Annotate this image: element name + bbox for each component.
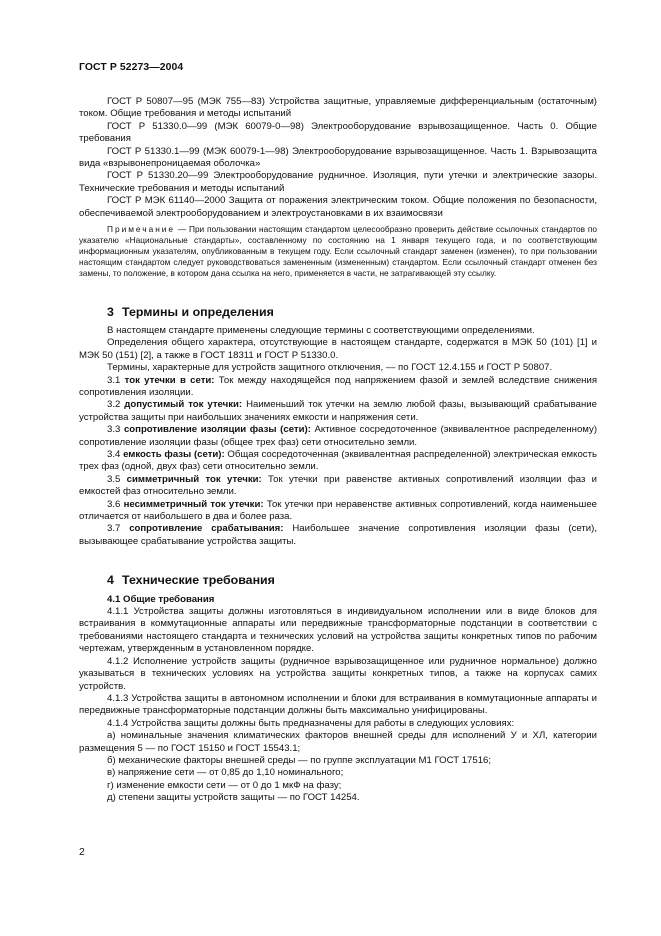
note [79,224,597,279]
reference-item: ГОСТ Р 50807—95 (МЭК 755—83) Устройства защитные, управляемые дифференциальным (остаточным) током. Общие требования и методы испытаний [79,96,597,120]
reference-item: ГОСТ Р 51330.0—99 (МЭК 60079-0—98) Электрооборудование взрывозащищенное. Часть 0. Общие требования [79,120,597,145]
reference-item: ГОСТ Р 51330.20—99 Электрооборудование рудничное. Изоляция, пути утечки и электрические зазоры. Технические требования и методы испытаний [79,170,597,194]
term-definition: 3.5 симметричный ток утечки: Ток утечки при равенстве активных сопротивлений изоляции фаз и емкостей фаз относительно земли. [79,473,597,498]
paragraph: 4.1.3 Устройства защиты в автономном исполнении и блоки для встраивания в коммутационные аппараты и передвижные трансформаторные подстанции должны быть максимально унифицированы. [79,692,597,717]
note-text: — При пользовании настоящим стандартом целесообразно проверить действие ссылочных стандартов по указателю «Национальные стандарты», составленному по состоянию на 1 января текущего года, и по соответствующим информационным указателям, опубликованным в текущем году. Если ссылочный стандарт заменен (изменен), то при пользовании настоящим стандартом следует руководствоваться замененным (измененным) стандартом. Если ссылочный стандарт отменен без замены, то положение, в котором дана ссылка на него, применяется в части, не затрагивающей эту ссылку. [79,224,597,279]
note-label: Примечание [107,224,176,235]
list-item: а) номинальные значения климатических факторов внешней среды для исполнений У и ХЛ, категории размещения 5 — по ГОСТ 15150 и ГОСТ 15543.1; [79,730,597,754]
paragraph: Термины, характерные для устройств защитного отключения, — по ГОСТ 12.4.155 и ГОСТ Р 50807. [107,362,553,374]
page-number: 2 [79,847,85,858]
term-definition: 3.1 ток утечки в сети: Ток между находящейся под напряжением фазой и землей вследствие снижения сопротивления изоляции. [79,374,598,398]
reference-item: ГОСТ Р 51330.1—99 (МЭК 60079-1—98) Электрооборудование взрывозащищенное. Часть 1. Взрывозащита вида «взрывонепроницаемая оболочка» [79,145,597,170]
paragraph: 4.1.4 Устройства защиты должны быть предназначены для работы в следующих условиях: [107,717,515,729]
term-definition: 3.3 сопротивление изоляции фазы (сети): Активное сосредоточенное (эквивалентное распределенному) сопротивление изоляции фазы (общее трех фаз) сети относительно земли. [79,424,598,448]
paragraph: 4.1.2 Исполнение устройств защиты (рудничное взрывозащищенное или рудничное нормальное) должно указываться в технических условиях на устройства защиты конкретных типов, а также на корпусах самих устройств. [79,655,597,692]
paragraph: Определения общего характера, отсутствующие в настоящем стандарте, содержатся в МЭК 50 (101) [1] и МЭК 50 (151) [2], а также в ГОСТ 18311 и ГОСТ Р 51330.0. [79,337,597,361]
subsection-heading: 4.1 Общие требования [107,593,215,605]
page-content [79,96,597,805]
paragraph: В настоящем стандарте применены следующие термины с соответствующими определениями. [107,324,535,336]
paragraph: 4.1.1 Устройства защиты должны изготовляться в индивидуальном исполнении или в виде блоков для встраивания в коммутационные аппараты или передвижные трансформаторные подстанции в соответствии с требованиями настоящего стандарта и технических условий на устройства защиты конкретных типов по рабочим чертежам, утвержденным в установленном порядке. [79,606,597,655]
list-item: б) механические факторы внешней среды — по группе эксплуатации М1 ГОСТ 17516; [107,754,492,766]
term-definition: 3.2 допустимый ток утечки: Наименьший ток утечки на землю любой фазы, вызывающий срабатывание устройства защиты при наибольших значениях емкости и напряжения сети. [79,399,597,423]
reference-item: ГОСТ Р МЭК 61140—2000 Защита от поражения электрическим током. Общие положения по безопасности, обеспечиваемой электрооборудованием и электроустановками в их взаимосвязи [79,195,597,219]
section-heading: 4 Технические требования [107,573,275,588]
term-definition: 3.4 емкость фазы (сети): Общая сосредоточенная (эквивалентная распределенной) электрическая емкость трех фаз (одной, двух фаз) сети относительно земли. [79,449,597,473]
term-definition: 3.7 сопротивление срабатывания: Наибольшее значение сопротивления изоляции фазы (сети), вызывающее срабатывание устройства защиты. [79,523,597,547]
document-header: ГОСТ Р 52273—2004 [79,62,184,73]
list-item: д) степени защиты устройств защиты — по ГОСТ 14254. [107,792,360,804]
section-heading: 3 Термины и определения [107,304,274,319]
list-item: в) напряжение сети — от 0,85 до 1,10 номинального; [107,767,344,779]
term-definition: 3.6 несимметричный ток утечки: Ток утечки при неравенстве активных сопротивлений, когда наименьшее отличается от наибольшего в два и более раза. [79,498,598,523]
list-item: г) изменение емкости сети — от 0 до 1 мкФ на фазу; [107,779,342,791]
